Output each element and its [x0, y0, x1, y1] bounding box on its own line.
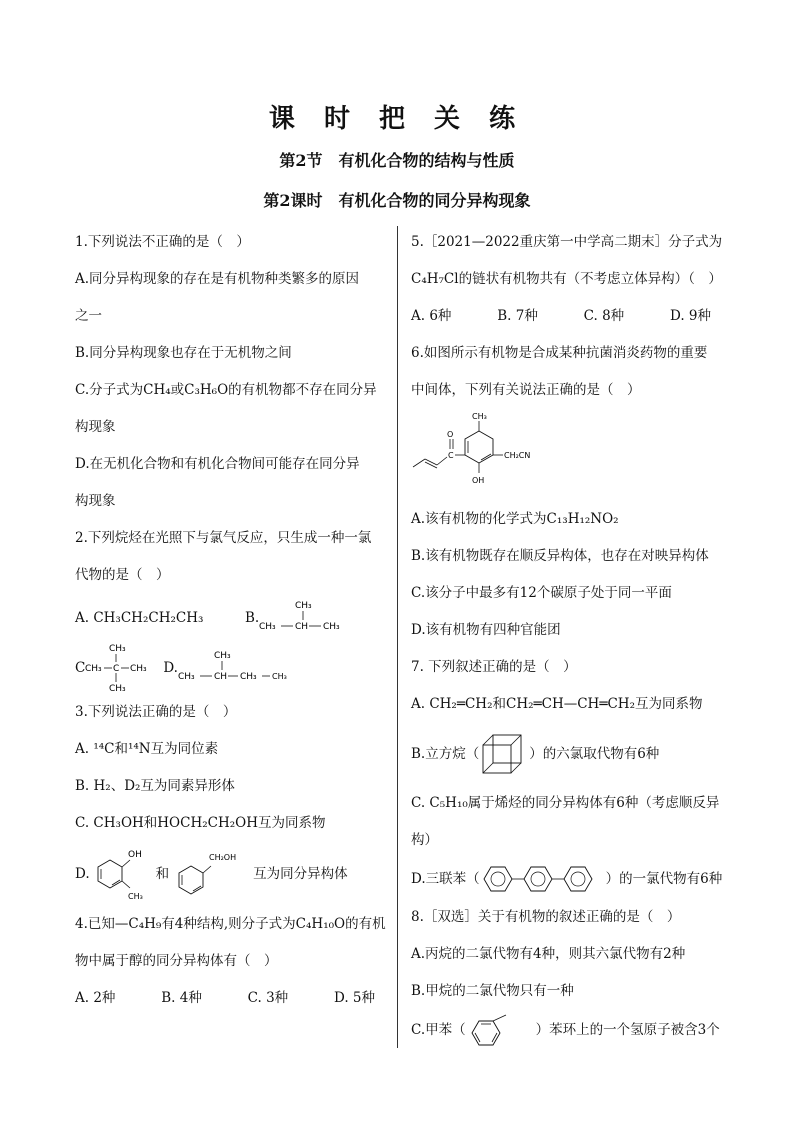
q7-option-c: C. C₅H₁₀属于烯烃的同分异构体有6种（考虑顺反异 — [411, 795, 720, 811]
q1-stem: 1.下列说法不正确的是（ ） — [75, 234, 250, 250]
q4-option-d: D. 5种 — [333, 990, 375, 1006]
q1-option-b: B.同分异构现象也存在于无机物之间 — [75, 345, 292, 361]
q4-stem-cont: 物中属于醇的同分异构体有（ ） — [75, 953, 278, 969]
q7-option-b — [411, 723, 731, 785]
oh-label: OH — [127, 850, 142, 860]
isobutane-structure — [259, 598, 349, 638]
benzyl-alcohol-structure — [175, 844, 249, 904]
left-column — [75, 224, 393, 1017]
q3-option-b: B. H₂、D₂互为同素异形体 — [75, 778, 235, 794]
ch3-label: CH₃ — [259, 622, 276, 632]
q8-option-c-post: ）苯环上的一个氢原子被含3个 — [535, 1021, 720, 1038]
q5-stem: 5.［2021—2022重庆第一中学高二期末］分子式为 — [411, 234, 723, 250]
q7-option-b-pre: B.立方烷（ — [411, 745, 480, 762]
q7-option-a: A. CH₂═CH₂和CH₂═CH—CH═CH₂互为同系物 — [411, 696, 703, 712]
ch-label: CH — [213, 672, 228, 682]
q2-stem-cont: 代物的是（ ） — [75, 567, 170, 583]
q6-option-c: C.该分子中最多有12个碳原子处于同一平面 — [411, 585, 672, 601]
q1-option-c-cont: 构现象 — [75, 419, 116, 435]
ch3-label: CH₃ — [472, 412, 487, 421]
q8-option-b: B.甲烷的二氯代物只有一种 — [411, 983, 574, 999]
ch3-label: CH₃ — [213, 651, 231, 661]
oh-label: OH — [472, 476, 485, 485]
q2-options-cd — [75, 642, 393, 694]
q7-stem: 7. 下列叙述正确的是（ ） — [411, 659, 577, 675]
q6-option-a: A.该有机物的化学式为C₁₃H₁₂NO₂ — [411, 511, 619, 527]
ch3-label: CH₃ — [109, 684, 127, 694]
q6-option-b: B.该有机物既存在顺反异构体，也存在对映异构体 — [411, 548, 709, 564]
q6-stem-cont: 中间体，下列有关说法正确的是（ ） — [411, 382, 641, 398]
q4-option-b: B. 4种 — [161, 990, 202, 1006]
ch3-label: CH₃ — [295, 601, 312, 611]
q1-option-d: D.在无机化合物和有机化合物间可能存在同分异 — [75, 456, 360, 472]
ch3-label: CH₃ — [130, 664, 148, 674]
q5-option-c: C. 8种 — [583, 308, 625, 324]
q3-option-d-label: D. — [75, 865, 90, 882]
q1-option-a-cont: 之一 — [75, 308, 102, 324]
o-label: O — [447, 430, 454, 439]
q2-option-d-label: D. — [163, 659, 178, 676]
q5-stem-cont: C₄H₇Cl的链状有机物共有（不考虑立体异构）（ ） — [411, 271, 722, 287]
q5-option-d: D. 9种 — [669, 308, 711, 324]
ch2cn-label: CH₂CN — [504, 451, 531, 460]
column-divider — [397, 226, 398, 1048]
q1-option-d-cont: 构现象 — [75, 493, 116, 509]
q2-option-a: A. CH₃CH₂CH₂CH₃ — [75, 609, 204, 626]
section-title: 第2节 有机化合物的结构与性质 — [279, 151, 515, 170]
q8-option-a: A.丙烷的二氯代物有4种，则其六氯代物有2种 — [411, 946, 686, 962]
ch3-label: CH₃ — [323, 622, 340, 632]
q2-option-b-label: B. — [245, 609, 260, 626]
q3-option-d-tail: 互为同分异构体 — [253, 865, 348, 882]
q3-option-a: A. ¹⁴C和¹⁴N互为同位素 — [75, 741, 219, 757]
ch2oh-label: CH₂OH — [209, 853, 237, 862]
q7-option-b-post: ）的六氯取代物有6种 — [529, 745, 660, 762]
q6-molecule — [411, 409, 731, 501]
ch3-label: CH₃ — [109, 644, 127, 654]
q5-option-a: A. 6种 — [411, 308, 452, 324]
c-label: C — [113, 664, 120, 674]
intermediate-molecule-structure — [411, 409, 561, 499]
q7-option-d-pre: D.三联苯（ — [411, 870, 480, 887]
q2-option-c-label: C — [75, 659, 86, 676]
ch-label: CH — [295, 622, 309, 632]
q3-option-c: C. CH₃OH和HOCH₂CH₂OH互为同系物 — [75, 815, 326, 831]
o-cresol-structure — [90, 844, 150, 904]
q5-options — [411, 298, 711, 335]
page-title: 课 时 把 关 练 — [268, 104, 526, 134]
q3-stem: 3.下列说法正确的是（ ） — [75, 704, 237, 720]
cubane-structure — [479, 731, 529, 777]
q4-option-c: C. 3种 — [247, 990, 289, 1006]
neopentane-structure — [85, 642, 149, 694]
q5-option-b: B. 7种 — [497, 308, 538, 324]
q3-and: 和 — [155, 865, 170, 882]
q7-option-d — [411, 859, 731, 899]
terphenyl-structure — [480, 862, 606, 896]
ch3-label: CH₃ — [177, 672, 195, 682]
isopentane-structure — [178, 648, 288, 688]
lesson-title: 第2课时 有机化合物的同分异构现象 — [263, 191, 531, 210]
q3-option-d — [75, 842, 393, 906]
q6-stem: 6.如图所示有机物是合成某种抗菌消炎药物的重要 — [411, 345, 708, 361]
q7-option-c-cont: 构） — [411, 832, 438, 848]
ch2-label: CH₃ — [239, 672, 257, 682]
q8-option-c-pre: C.甲苯（ — [411, 1021, 466, 1038]
q1-option-c: C.分子式为CH₄或C₃H₆O的有机物都不存在同分异 — [75, 382, 377, 398]
q4-options — [75, 980, 375, 1017]
q8-option-c — [411, 1010, 731, 1050]
q2-stem: 2.下列烷烃在光照下与氯气反应，只生成一种一氯 — [75, 530, 372, 546]
q8-stem: 8.［双选］关于有机物的叙述正确的是（ ） — [411, 909, 681, 925]
toluene-structure — [466, 1013, 536, 1047]
q1-option-a: A.同分异构现象的存在是有机物种类繁多的原因 — [75, 271, 360, 287]
q6-option-d: D.该有机物有四种官能团 — [411, 622, 561, 638]
ch3-label: CH₃ — [271, 672, 287, 681]
ch3-label: CH₃ — [85, 664, 103, 674]
q2-options-ab — [75, 594, 393, 642]
q4-option-a: A. 2种 — [75, 990, 116, 1006]
c-label: C — [448, 451, 454, 460]
right-column — [411, 224, 731, 1050]
q4-stem: 4.已知—C₄H₉有4种结构,则分子式为C₄H₁₀O的有机 — [75, 916, 386, 932]
q7-option-d-post: ）的一氯代物有6种 — [605, 870, 723, 887]
ch3-label: CH₃ — [127, 892, 143, 901]
